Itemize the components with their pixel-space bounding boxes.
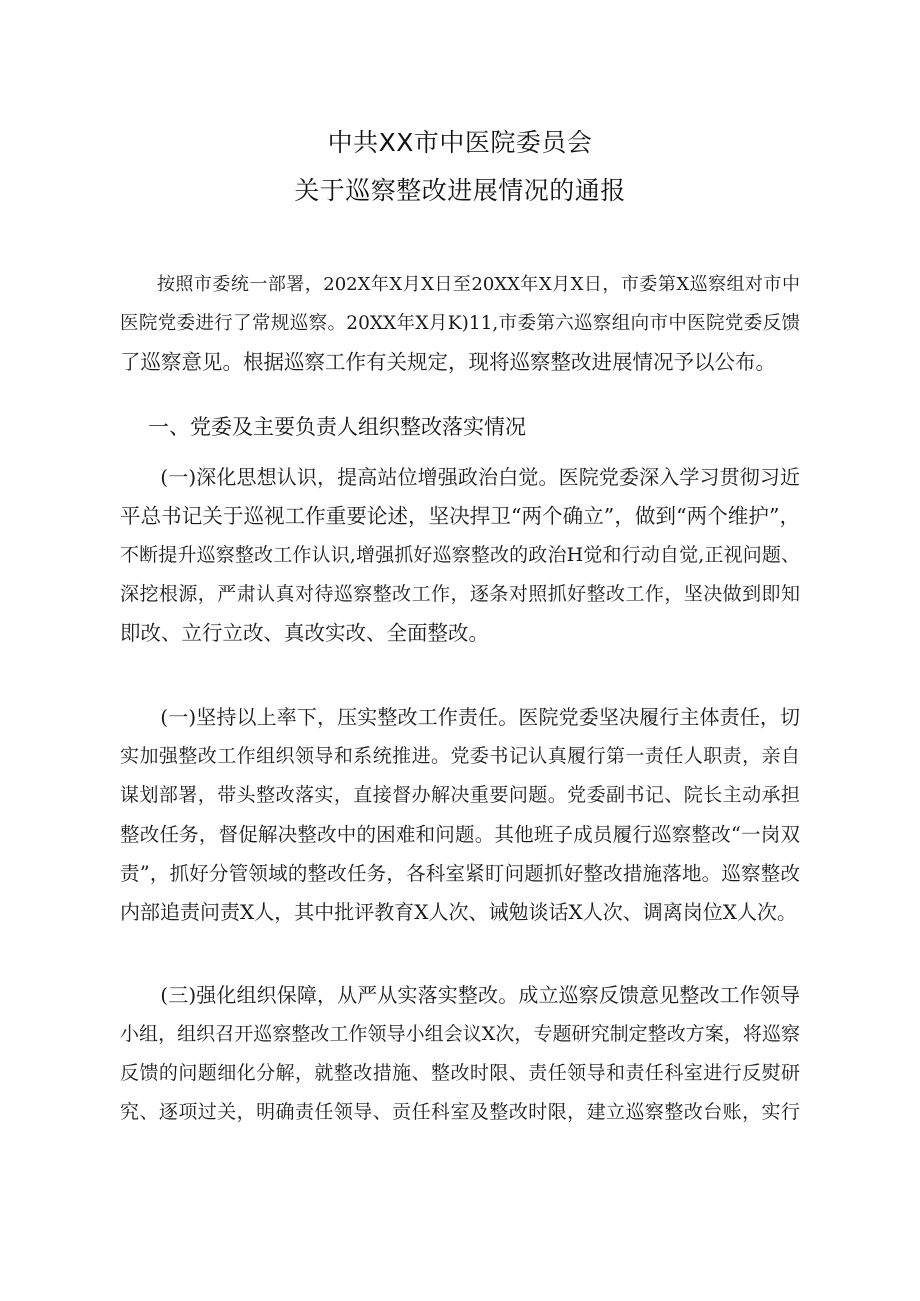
paragraph-line: 不断提升巡察整改工作认识,增强抓好巡察整改的政治H觉和行动自觉,正视问题、 [120,544,800,566]
paragraph-line: 内部追责问责X人，其中批评教育X人次、诫勉谈话X人次、调离岗位X人次。 [120,900,797,924]
paragraph-line: 按照市委统一部署，202X年X月X日至20XX年X月X日，市委第X巡察组对市中 [120,274,800,295]
paragraph-line: 平总书记关于巡视工作重要论述，坚决捍卫“两个确立”，做到“两个维护”， [120,504,800,528]
document-title-line2: 关于巡察整改进展情况的通报 [294,176,626,205]
paragraph-line: 实加强整改工作组织领导和系统推进。党委书记认真履行第一责任人职责，亲自 [120,745,800,767]
paragraph-3 [120,976,800,1132]
paragraph-line: (三)强化组织保障，从严从实落实整改。成立巡察反馈意见整改工作领导 [120,983,800,1007]
paragraph-line: 谋划部署，带头整改落实，直接督办解决重要问题。党委副书记、院长主动承担 [120,784,800,806]
paragraph-line: 小组，组织召开巡察整改工作领导小组会议X次，专题研究制定整改方案，将巡察 [120,1023,800,1045]
paragraph-line: 究、逐项过关，明确责任领导、贡任科室及整改时限，建立巡察整改台账，实行 [120,1101,800,1123]
paragraph-line: 医院党委进行了常规巡察。20XX年X月K)11,市委第六巡察组向市中医院党委反馈 [120,313,800,334]
paragraph-line: (一)深化思想认识，提高站位增强政治白觉。医院党委深入学习贯彻习近 [120,465,800,489]
section-heading: 一、党委及主要负责人组织整改落实情况 [148,415,526,439]
paragraph-line: (一)坚持以上率下，压实整改工作责任。医院党委坚决履行主体责任，切 [120,705,800,729]
paragraph-line: 责”，抓好分管领域的整改任务，各科室紧盯问题抓好整改措施落地。巡察整改 [120,862,800,885]
paragraph-line: 即改、立行立改、真改实改、全面整改。 [120,621,489,645]
intro-paragraph [120,265,800,382]
paragraph-line: 深挖根源，严肃认真对待巡察整改工作，逐条对照抓好整改工作，坚决做到即知 [120,583,800,605]
paragraph-line: 整改任务，督促解决整改中的困难和问题。其他班子成员履行巡察整改“一岗双 [120,823,800,846]
paragraph-line: 了巡察意见。根据巡察工作有关规定，现将巡察整改进展情况予以公布。 [120,350,776,374]
paragraph-line: 反馈的问题细化分解，就整改措施、整改时限、责任领导和责任科室进行反熨研 [120,1062,800,1084]
document-title-line1: 中共XX市中医院委员会 [327,128,593,157]
paragraph-1 [120,458,800,653]
paragraph-2 [120,698,800,932]
